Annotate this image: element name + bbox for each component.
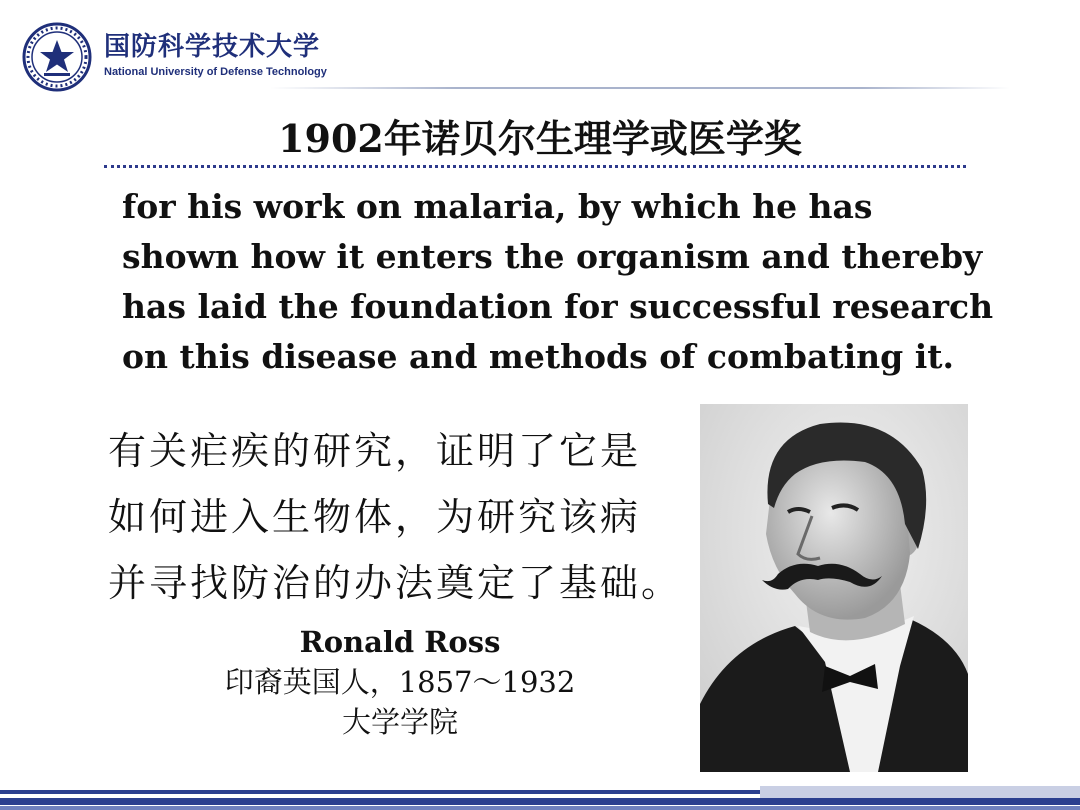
english-citation-line: has laid the foundation for successful research <box>122 287 994 326</box>
chinese-citation-line: 如何进入生物体，为研究该病 <box>108 495 642 539</box>
slide-title: 1902年诺贝尔生理学或医学奖 <box>278 116 802 161</box>
english-citation-line: on this disease and methods of combating it. <box>122 337 954 376</box>
title-dotted-divider <box>104 165 966 168</box>
university-name-english: National University of Defense Technology <box>104 66 327 78</box>
portrait-photo-icon <box>700 404 968 772</box>
laureate-name: Ronald Ross <box>299 625 501 659</box>
chinese-citation-line: 并寻找防治的办法奠定了基础。 <box>108 561 683 605</box>
header-rule <box>270 87 1010 89</box>
university-seal-icon <box>22 22 92 92</box>
english-citation-line: for his work on malaria, by which he has <box>122 187 873 226</box>
laureate-origin: 印裔英国人，1857～1932 <box>224 665 576 699</box>
university-name-chinese: 国防科学技术大学 <box>104 32 321 62</box>
portrait-caption <box>190 622 610 742</box>
english-citation-line: shown how it enters the organism and thereby <box>122 237 983 276</box>
chinese-citation-line: 有关疟疾的研究，证明了它是 <box>108 429 642 473</box>
footer-band <box>0 786 1080 810</box>
laureate-college: 大学学院 <box>341 705 458 739</box>
chinese-citation <box>108 418 698 616</box>
english-citation <box>122 182 994 382</box>
